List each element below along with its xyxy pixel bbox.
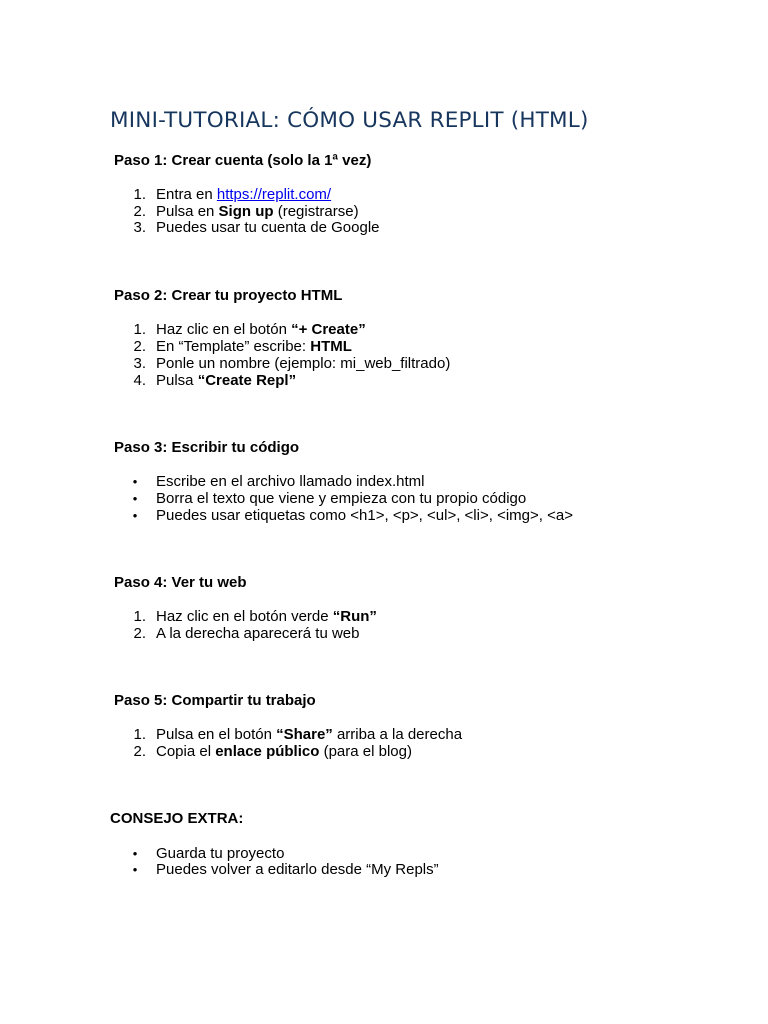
item-text: Escribe en el archivo llamado index.html — [156, 473, 425, 490]
step-5-heading: Paso 5: Compartir tu trabajo — [114, 692, 316, 709]
item-bold-text: “Share” — [276, 726, 333, 743]
item-bold-text: “+ Create” — [291, 321, 366, 338]
item-text: Pulsa en — [156, 203, 219, 220]
item-bold-text: HTML — [310, 338, 352, 355]
bullet: • — [132, 474, 138, 489]
item-text: A la derecha aparecerá tu web — [156, 625, 360, 642]
list-number: 4. — [133, 372, 146, 389]
list-number: 2. — [133, 743, 146, 760]
item-bold-text: “Run” — [332, 608, 377, 625]
item-text: Borra el texto que viene y empieza con tu propio código — [156, 490, 527, 507]
step-2-heading: Paso 2: Crear tu proyecto HTML — [114, 287, 343, 304]
replit-link[interactable]: https://replit.com/ — [216, 186, 332, 203]
step-3-heading: Paso 3: Escribir tu código — [114, 439, 300, 456]
item-text: Entra en — [156, 186, 217, 203]
item-text: Haz clic en el botón verde — [156, 608, 333, 625]
item-text: arriba a la derecha — [332, 726, 463, 743]
step-4-heading: Paso 4: Ver tu web — [114, 574, 247, 591]
item-text: Guarda tu proyecto — [156, 845, 285, 862]
list-number: 3. — [133, 219, 146, 236]
bullet: • — [132, 491, 138, 506]
item-text: Haz clic en el botón — [156, 321, 292, 338]
item-bold-text: enlace público — [215, 743, 320, 760]
list-number: 1. — [133, 186, 146, 203]
item-text: (registrarse) — [273, 203, 359, 220]
item-text: (para el blog) — [319, 743, 412, 760]
item-text: Copia el — [156, 743, 216, 760]
extra-tip-heading: CONSEJO EXTRA: — [110, 810, 244, 827]
bullet: • — [132, 862, 138, 877]
item-bold-text: “Create Repl” — [197, 372, 297, 389]
list-number: 3. — [133, 355, 146, 372]
list-number: 1. — [133, 321, 146, 338]
item-text: Puedes usar etiquetas como <h1>, <p>, <ul>, <li>, <img>, <a> — [156, 507, 573, 524]
item-text: Ponle un nombre (ejemplo: mi_web_filtrado) — [156, 355, 451, 372]
bullet: • — [132, 508, 138, 523]
item-text: Puedes usar tu cuenta de Google — [156, 219, 380, 236]
item-text: En “Template” escribe: — [156, 338, 311, 355]
item-text: Pulsa en el botón — [156, 726, 277, 743]
step-1-heading: Paso 1: Crear cuenta (solo la 1ª vez) — [114, 152, 372, 169]
document-title: MINI-TUTORIAL: CÓMO USAR REPLIT (HTML) — [110, 108, 589, 133]
list-number: 1. — [133, 608, 146, 625]
item-bold-text: Sign up — [218, 203, 274, 220]
list-number: 2. — [133, 338, 146, 355]
list-number: 2. — [133, 203, 146, 220]
list-number: 1. — [133, 726, 146, 743]
item-text: Puedes volver a editarlo desde “My Repls” — [156, 861, 439, 878]
item-text: Pulsa — [156, 372, 198, 389]
list-number: 2. — [133, 625, 146, 642]
bullet: • — [132, 846, 138, 861]
